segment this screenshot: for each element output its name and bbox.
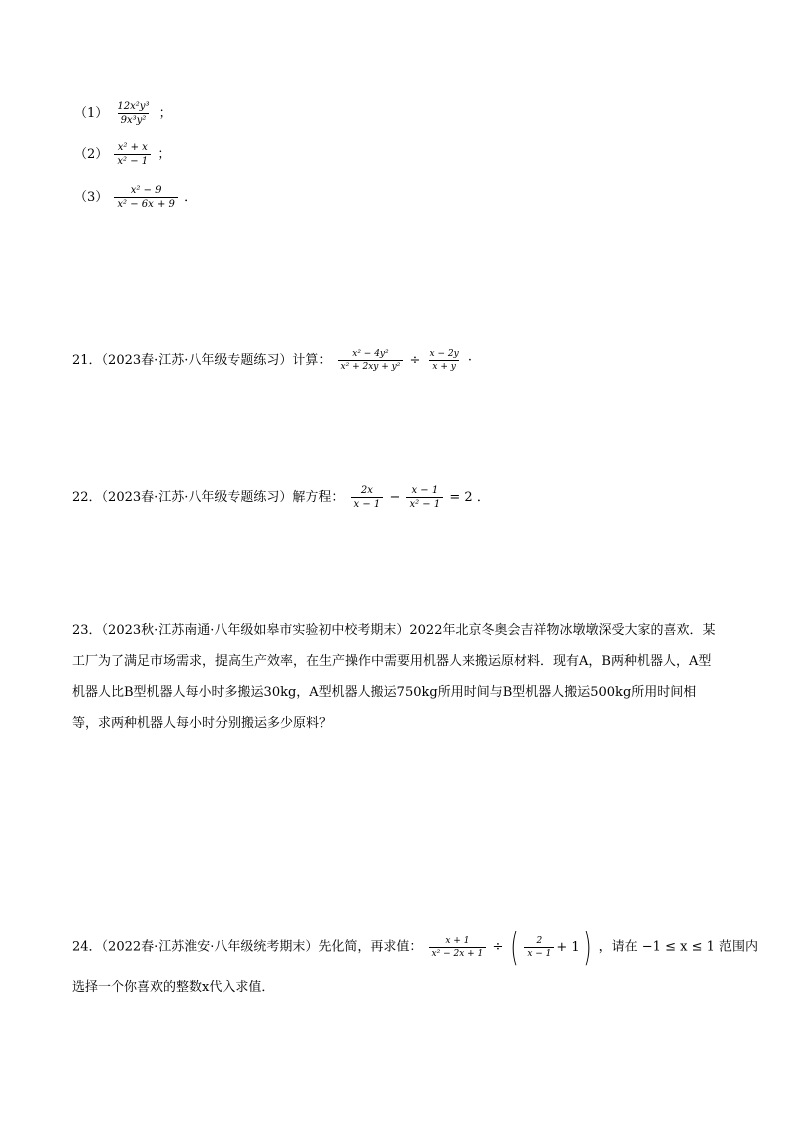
part-label: （3） xyxy=(74,190,109,205)
punctuation: ． xyxy=(184,190,198,205)
denominator: x² − 1 xyxy=(114,154,151,168)
denominator: x − 1 xyxy=(524,947,554,960)
punctuation: ； xyxy=(158,106,172,121)
fraction xyxy=(114,141,151,168)
equation-rhs: = 2 xyxy=(449,490,473,505)
q20-part3 xyxy=(74,184,197,211)
question-21 xyxy=(72,348,472,373)
punctuation: ； xyxy=(157,147,171,162)
denominator: x² − 6x + 9 xyxy=(114,197,178,211)
fraction xyxy=(524,935,554,960)
question-suffix: ，请在 −1 ≤ x ≤ 1 范围内 xyxy=(598,939,759,955)
question-23: 23．（2023秋·江苏南通·八年级如皋市实验初中校考期末）2022年北京冬奥会吉祥物冰墩墩深受大家的喜欢．某工厂为了满足市场需求，提高生产效率，在生产操作中需要用机器人来搬运原材料．现有A，B两种机器人，A型机器人比B型机器人每小时多搬运30kg，A型机器人搬运750kg所用时间与B型机器人搬运500kg所用时间相等，求两种机器人每小时分别搬运多少原料？ xyxy=(72,623,716,731)
question-prefix: 21．（2023春·江苏·八年级专题练习）计算： xyxy=(72,353,332,368)
denominator: x² − 2x + 1 xyxy=(429,947,487,960)
fraction xyxy=(114,100,152,127)
q20-part2 xyxy=(74,141,170,168)
fraction xyxy=(338,348,404,373)
fraction xyxy=(351,484,384,511)
part-label: （1） xyxy=(74,106,109,121)
fraction xyxy=(429,935,487,960)
denominator: x − 1 xyxy=(351,497,384,511)
fraction xyxy=(427,348,462,373)
question-22 xyxy=(72,484,490,511)
numerator: x − 2y xyxy=(429,349,459,359)
operator: ÷ xyxy=(409,353,421,368)
question-24-line1 xyxy=(72,925,759,969)
denominator: x² − 1 xyxy=(406,497,443,511)
q20-part1 xyxy=(74,100,172,127)
operator: ÷ xyxy=(492,939,504,955)
numerator: 2 xyxy=(536,935,543,946)
numerator: x² − 4y² xyxy=(352,349,389,359)
denominator: 9x³y² xyxy=(118,113,150,127)
question-24-line2: 选择一个你喜欢的整数x代入求值． xyxy=(72,980,275,995)
parenthesized-expression xyxy=(507,925,594,969)
punctuation: ． xyxy=(476,490,490,505)
question-prefix: 22．（2023春·江苏·八年级专题练习）解方程： xyxy=(72,490,345,505)
numerator: x² + x xyxy=(117,142,148,153)
plus-one: + 1 xyxy=(556,939,580,955)
denominator: x + y xyxy=(429,360,458,373)
numerator: 12x²y³ xyxy=(117,101,150,112)
numerator: 2x xyxy=(360,485,373,496)
fraction xyxy=(114,184,178,211)
punctuation: · xyxy=(467,353,472,368)
denominator: x² + 2xy + y² xyxy=(338,360,404,373)
numerator: x − 1 xyxy=(411,485,439,496)
question-prefix: 24．（2022春·江苏淮安·八年级统考期末）先化简，再求值： xyxy=(72,939,423,955)
numerator: x + 1 xyxy=(445,935,470,946)
numerator: x² − 9 xyxy=(130,185,162,196)
operator: − xyxy=(389,490,401,505)
left-paren: ( xyxy=(510,925,519,969)
part-label: （2） xyxy=(74,147,109,162)
fraction xyxy=(406,484,443,511)
right-paren: ) xyxy=(583,925,592,969)
